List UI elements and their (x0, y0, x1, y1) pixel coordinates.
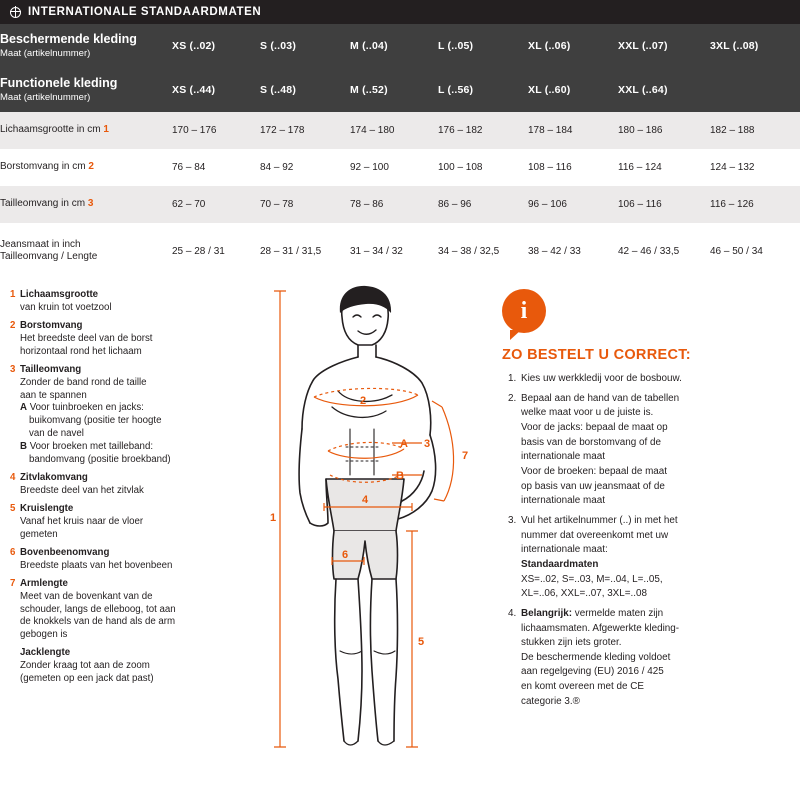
list-item (519, 607, 788, 710)
legend-line: gemeten (20, 528, 58, 540)
list-item (10, 647, 238, 685)
size-header-xxl: XXL (..07) (618, 24, 710, 68)
legend-sub-line: Voor tuinbroeken en jacks: (29, 402, 144, 414)
cell-jeans-xs: 25 – 28 / 31 (172, 223, 260, 279)
legend-marker: 4 (10, 471, 16, 483)
row-label-waist (0, 186, 172, 223)
legend-line: horizontaal rond het lichaam (20, 345, 142, 357)
cell-height-xxl: 180 – 186 (618, 112, 710, 149)
step-line: categorie 3.® (521, 695, 580, 707)
list-item (10, 503, 238, 541)
cell-waist-s: 70 – 78 (260, 186, 350, 223)
size-header-f-s: S (..48) (260, 68, 350, 112)
info-icon-letter: i (520, 298, 528, 324)
legend-title: Armlengte (20, 577, 68, 589)
figure-label-A: A (400, 438, 408, 450)
legend-line: aan te spannen (20, 389, 87, 401)
legend-head (10, 289, 98, 300)
cell-height-m: 174 – 180 (350, 112, 438, 149)
step-line: op basis van uw jeansmaat of de (521, 480, 665, 492)
legend-line: Vanaf het kruis naar de vloer (20, 515, 144, 527)
legend-line: van kruin tot voetzool (20, 301, 112, 313)
list-item (10, 320, 238, 358)
step-line: 3. Vul het artikelnummer (..) in met het (521, 514, 678, 526)
step-line: internationale maat (521, 495, 605, 507)
table-header-protective (0, 24, 800, 68)
cell-height-xl: 178 – 184 (528, 112, 618, 149)
legend-marker: 2 (10, 320, 16, 332)
lower-section (0, 279, 800, 779)
legend-head (10, 364, 81, 375)
list-item (519, 514, 788, 602)
figure-label-6: 6 (342, 549, 349, 561)
row-label-text: Tailleomvang in cm (0, 198, 86, 210)
legend-sub-line: van de navel (29, 427, 84, 439)
row-label-height (0, 112, 172, 149)
legend-line: Zonder de band rond de taille (20, 376, 147, 388)
size-header-f-blank (710, 68, 800, 112)
cell-height-3xl: 182 – 188 (710, 112, 800, 149)
legend-head (10, 578, 68, 589)
legend-marker: 6 (10, 546, 16, 558)
legend-sub-line: buikomvang (positie ter hoogte (29, 415, 162, 427)
list-item (10, 547, 238, 573)
step-line: en komt overeen met de CE (521, 681, 644, 693)
row-label-jeans (0, 223, 172, 279)
size-header-xs: XS (..02) (172, 24, 260, 68)
cell-chest-s: 84 – 92 (260, 149, 350, 186)
legend-title: Bovenbeenomvang (20, 546, 110, 558)
size-header-3xl: 3XL (..08) (710, 24, 800, 68)
row-label-text: Jeansmaat in inch (0, 238, 81, 250)
step-line: stukken zijn iets groter. (521, 637, 622, 649)
list-item (519, 392, 788, 509)
table-header-functional (0, 68, 800, 112)
step-text: Kies uw werkkledij voor de bosbouw. (521, 373, 682, 384)
cell-height-s: 172 – 178 (260, 112, 350, 149)
table-row (0, 186, 800, 223)
size-header-xl: XL (..06) (528, 24, 618, 68)
row-marker: 3 (87, 198, 94, 210)
cell-jeans-m: 31 – 34 / 32 (350, 223, 438, 279)
row-label-text: Lichaamsgrootte in cm (0, 124, 101, 136)
globe-icon (10, 7, 21, 18)
legend-marker: 3 (10, 363, 16, 375)
legend-title: Borstomvang (20, 320, 83, 332)
legend-head (10, 320, 82, 331)
figure-label-4: 4 (362, 494, 369, 506)
table-row (0, 112, 800, 149)
legend-title: Zitvlakomvang (20, 471, 88, 483)
step-line: 2. Bepaal aan de hand van de tabellen (521, 392, 680, 404)
cell-jeans-l: 34 – 38 / 32,5 (438, 223, 528, 279)
table-row (0, 223, 800, 279)
step-line: aan regelgeving (EU) 2016 / 425 (521, 666, 664, 678)
measurement-legend (0, 279, 246, 779)
row-label-text: Borstomvang in cm (0, 161, 86, 173)
legend-line: Zonder kraag tot aan de zoom (20, 660, 150, 672)
step-line: XS=..02, S=..03, M=..04, L=..05, (521, 573, 663, 585)
cell-waist-m: 78 – 86 (350, 186, 438, 223)
figure-label-7: 7 (462, 450, 469, 462)
legend-sub-line: bandomvang (positie broekband) (29, 453, 171, 465)
step-line: lichaamsmaten. Afgewerkte kleding- (521, 622, 680, 634)
list-item (519, 372, 788, 387)
legend-sub-a (10, 402, 238, 415)
info-icon (502, 289, 546, 333)
size-table (0, 24, 800, 279)
legend-sub-b (10, 441, 238, 454)
step-line: Voor de jacks: bepaal de maat op (521, 421, 668, 433)
cell-chest-l: 100 – 108 (438, 149, 528, 186)
legend-line: de knokkels van de hand als de arm (20, 616, 176, 628)
legend-sub-letter: B (20, 440, 27, 452)
legend-title: Tailleomvang (20, 363, 82, 375)
legend-line: Meet van de bovenkant van de (20, 590, 153, 602)
legend-marker: 5 (10, 502, 16, 514)
step-line: internationale maat: (521, 544, 608, 556)
figure-svg (246, 279, 494, 779)
cell-waist-xl: 96 – 106 (528, 186, 618, 223)
cell-chest-xxl: 116 – 124 (618, 149, 710, 186)
size-header-f-xxl: XXL (..64) (618, 68, 710, 112)
row-label-text-2: Tailleomvang / Lengte (0, 251, 98, 262)
step-bold-line: Standaardmaten (521, 558, 599, 570)
panel-heading: ZO BESTELT U CORRECT: (502, 347, 691, 363)
legend-line: schouder, langs de elleboog, tot aan (20, 603, 176, 615)
page-header (0, 0, 800, 24)
cell-chest-3xl: 124 – 132 (710, 149, 800, 186)
cell-height-l: 176 – 182 (438, 112, 528, 149)
legend-head (10, 547, 109, 558)
cell-jeans-s: 28 – 31 / 31,5 (260, 223, 350, 279)
category-title-functional: Functionele kleding (0, 76, 118, 91)
list-item (10, 289, 238, 315)
category-subtitle-functional: Maat (artikelnummer) (0, 92, 91, 104)
step-line: welke maat voor u de juiste is. (521, 407, 654, 419)
figure-label-B: B (396, 470, 404, 482)
cell-waist-l: 86 – 96 (438, 186, 528, 223)
cell-waist-3xl: 116 – 126 (710, 186, 800, 223)
cell-jeans-3xl: 46 – 50 / 34 (710, 223, 800, 279)
legend-line: Breedste plaats van het bovenbeen (20, 559, 173, 571)
cell-height-xs: 170 – 176 (172, 112, 260, 149)
cell-chest-xl: 108 – 116 (528, 149, 618, 186)
legend-marker: 7 (10, 577, 16, 589)
figure-label-2: 2 (360, 395, 367, 407)
legend-line: (gemeten op een jack dat past) (20, 673, 154, 685)
table-row (0, 149, 800, 186)
order-steps (502, 372, 788, 709)
header-cell-category (0, 24, 172, 68)
size-header-f-l: L (..56) (438, 68, 528, 112)
size-header-l: L (..05) (438, 24, 528, 68)
legend-title: Jacklengte (20, 647, 71, 659)
cell-jeans-xl: 38 – 42 / 33 (528, 223, 618, 279)
category-title: Beschermende kleding (0, 32, 137, 47)
list-item (10, 578, 238, 642)
legend-head (10, 503, 73, 514)
how-to-order-panel (494, 279, 800, 779)
cell-chest-xs: 76 – 84 (172, 149, 260, 186)
legend-line: Het breedste deel van de borst (20, 332, 153, 344)
header-cell-category-functional (0, 68, 172, 112)
list-item (10, 472, 238, 498)
step-line: vermelde maten zijn (572, 607, 664, 619)
cell-waist-xs: 62 – 70 (172, 186, 260, 223)
legend-line: Breedste deel van het zitvlak (20, 484, 144, 496)
size-header-s: S (..03) (260, 24, 350, 68)
legend-sub-line: Voor broeken met tailleband: (29, 440, 154, 452)
legend-title: Kruislengte (20, 502, 74, 514)
legend-marker: 1 (10, 289, 16, 300)
step-line: XL=..06, XXL=..07, 3XL=..08 (521, 588, 648, 600)
page-title: INTERNATIONALE STANDAARDMATEN (28, 6, 262, 18)
cell-jeans-xxl: 42 – 46 / 33,5 (618, 223, 710, 279)
legend-title: Lichaamsgrootte (20, 289, 99, 300)
step-line: basis van de borstomvang of de (521, 436, 661, 448)
legend-sub-letter: A (20, 402, 27, 414)
step-line: internationale maat (521, 451, 605, 463)
cell-waist-xxl: 106 – 116 (618, 186, 710, 223)
size-header-f-xl: XL (..60) (528, 68, 618, 112)
figure-label-1: 1 (270, 512, 277, 524)
row-marker: 2 (88, 161, 94, 173)
figure-label-3: 3 (424, 438, 431, 450)
legend-head (10, 472, 88, 483)
size-header-m: M (..04) (350, 24, 438, 68)
row-label-chest (0, 149, 172, 186)
cell-chest-m: 92 – 100 (350, 149, 438, 186)
step-line: nummer dat overeenkomt met uw (521, 529, 669, 541)
body-measurement-figure (246, 279, 494, 779)
category-subtitle: Maat (artikelnummer) (0, 48, 91, 60)
legend-head (10, 647, 70, 658)
figure-label-5: 5 (418, 636, 425, 648)
list-item (10, 364, 238, 466)
size-header-f-m: M (..52) (350, 68, 438, 112)
legend-line: gebogen is (20, 629, 68, 641)
row-marker: 1 (103, 124, 109, 136)
size-header-f-xs: XS (..44) (172, 68, 260, 112)
step-bold-prefix: Belangrijk: (521, 607, 573, 619)
step-line: Voor de broeken: bepaal de maat (521, 465, 668, 477)
step-line: De beschermende kleding voldoet (521, 651, 671, 663)
